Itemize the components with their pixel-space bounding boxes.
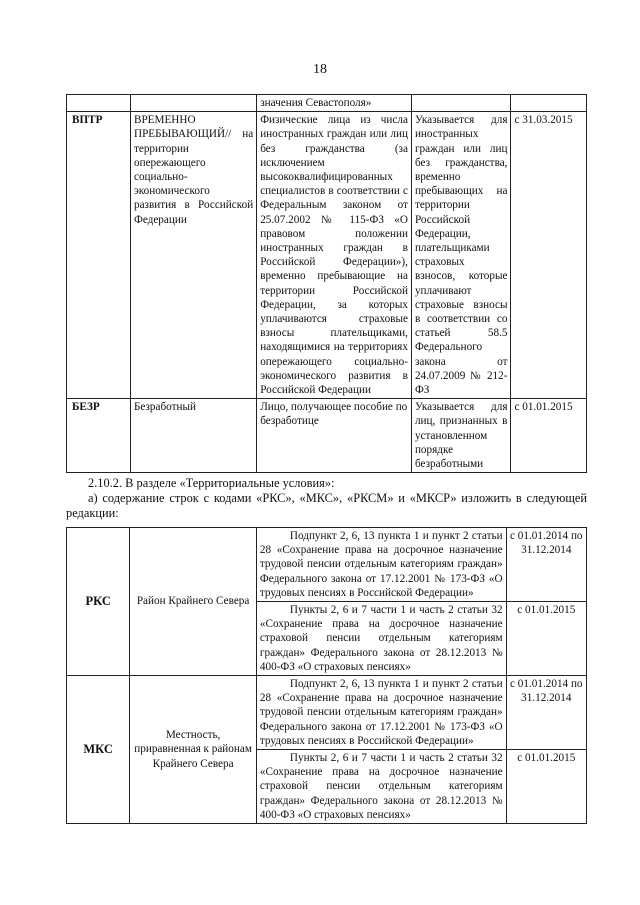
category-name: Безработный — [130, 399, 256, 473]
category-note: Указывается для лиц, признанных в установленном порядке безработными — [411, 399, 511, 473]
category-code: ВПТР — [67, 112, 131, 399]
legal-basis: Подпункт 2, 6, 13 пункта 1 и пункт 2 статьи 28 «Сохранение права на досрочное назначение трудовой пенсии отдельным категориям граждан» Федерального закона от 17.12.2001 № 173-ФЗ «О трудовых пенсиях в Российской Федерации» — [256, 528, 506, 602]
page-number: 18 — [313, 62, 327, 77]
category-note: Указывается для иностранных граждан или лиц без гражданства, временно пребывающих на территории Российской Федерации, плательщиками страховых взносов, которые уплачивают страховые взносы в соответствии со статьей 58.5 Федерального закона от 24.07.2009 № 212-ФЗ — [411, 112, 511, 399]
category-name: ВРЕМЕННО ПРЕБЫВАЮЩИЙ// на территории опережающего социально-экономического развития в Российской Федерации — [130, 112, 256, 399]
table-row — [67, 676, 587, 750]
continuation-cell: значения Севастополя» — [257, 95, 412, 112]
section-heading: 2.10.2. В разделе «Территориальные условия»: — [88, 476, 335, 490]
validity-period: с 01.01.2015 — [506, 750, 586, 824]
territory-code: РКС — [67, 528, 130, 676]
territory-name: Местность, приравненная к районам Крайнего Севера — [130, 676, 257, 824]
personal-category-table — [66, 94, 587, 473]
category-date: с 31.03.2015 — [511, 112, 587, 399]
table-cell — [511, 95, 587, 112]
category-description: Лицо, получающее пособие по безработице — [257, 399, 412, 473]
territorial-conditions-table — [66, 527, 587, 824]
legal-basis: Пункты 2, 6 и 7 части 1 и часть 2 статьи 32 «Сохранение права на досрочное назначение страховой пенсии отдельным категориям граждан» Федерального закона от 28.12.2013 № 400-ФЗ «О страховых пенсиях» — [256, 750, 506, 824]
category-date: с 01.01.2015 — [511, 399, 587, 473]
table-cell — [411, 95, 511, 112]
table-cell — [67, 95, 131, 112]
territory-name: Район Крайнего Севера — [130, 528, 257, 676]
table-row — [67, 95, 587, 112]
table-row — [67, 528, 587, 602]
instruction-paragraph: а) содержание строк с кодами «РКС», «МКС», «РКСМ» и «МКСР» изложить в следующей редакции: — [66, 491, 587, 520]
category-description: Физические лица из числа иностранных граждан или лиц без гражданства (за исключением высококвалифицированных специалистов в соответствии с Федеральным законом от 25.07.2002 № 115-ФЗ «О правовом положении иностранных граждан в Российской Федерации»), временно пребывающие на территории Российской Федерации, за которых уплачиваются страховые взносы плательщиками, находящимися на территориях опережающего социально-экономического развития в Российской Федерации — [257, 112, 412, 399]
legal-basis: Подпункт 2, 6, 13 пункта 1 и пункт 2 статьи 28 «Сохранение права на досрочное назначение трудовой пенсии отдельным категориям граждан» Федерального закона от 17.12.2001 № 173-ФЗ «О трудовых пенсиях в Российской Федерации» — [256, 676, 506, 750]
validity-period: с 01.01.2014 по 31.12.2014 — [506, 528, 586, 602]
category-code: БЕЗР — [67, 399, 131, 473]
table-row — [67, 399, 587, 473]
validity-period: с 01.01.2014 по 31.12.2014 — [506, 676, 586, 750]
table-row — [67, 112, 587, 399]
table-cell — [130, 95, 256, 112]
legal-basis: Пункты 2, 6 и 7 части 1 и часть 2 статьи 32 «Сохранение права на досрочное назначение страховой пенсии отдельным категориям граждан» Федерального закона от 28.12.2013 № 400-ФЗ «О страховых пенсиях» — [256, 602, 506, 676]
validity-period: с 01.01.2015 — [506, 602, 586, 676]
territory-code: МКС — [67, 676, 130, 824]
